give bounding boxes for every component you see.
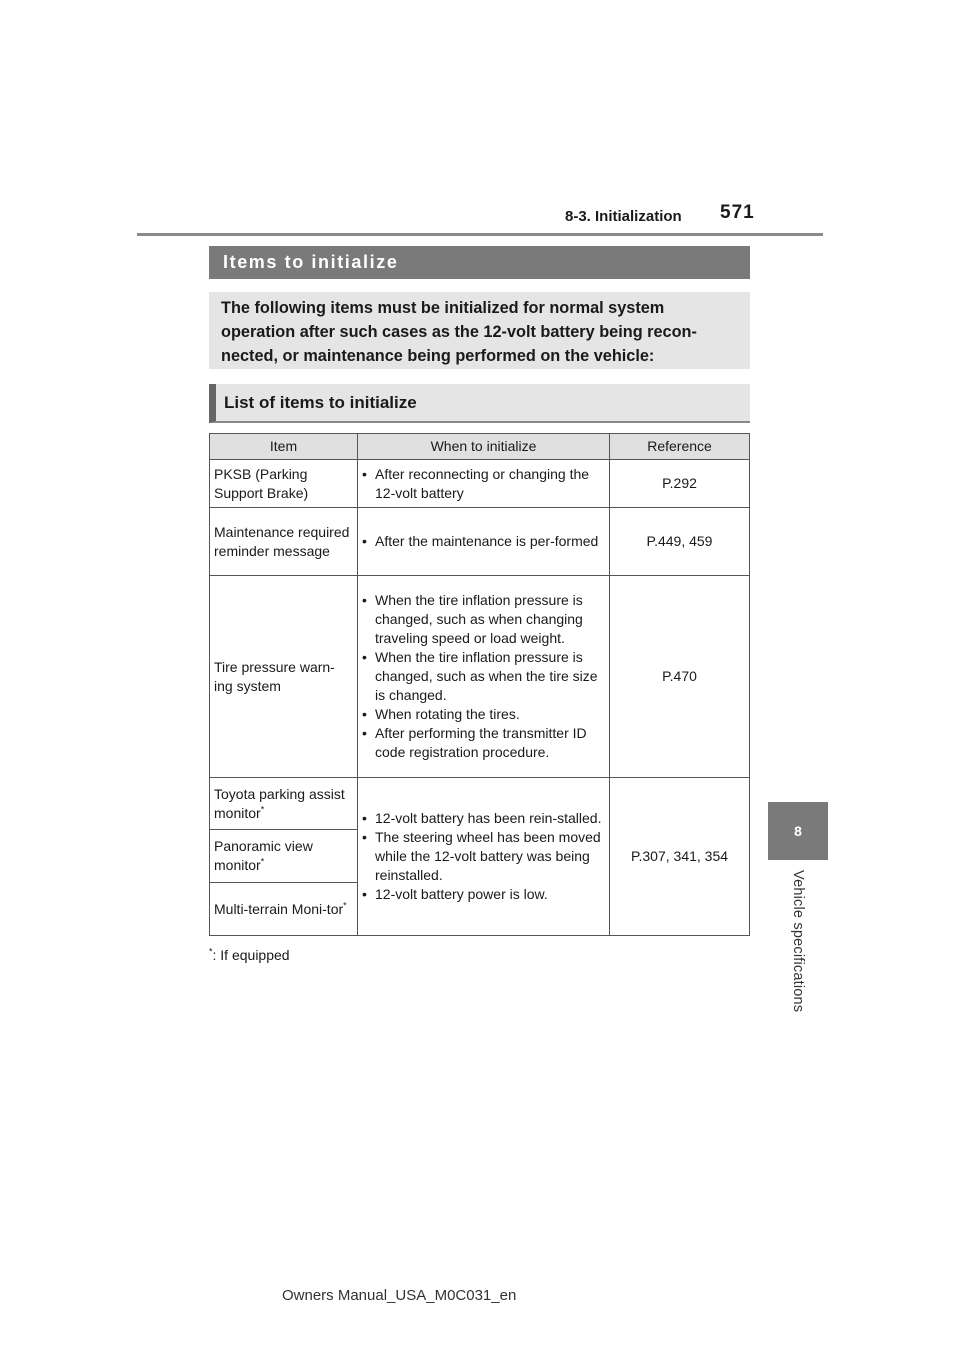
item-cell: [210, 778, 358, 830]
page-title-text: Items to initialize: [223, 252, 399, 272]
when-item: • The steering wheel has been moved while the 12-volt battery was being reinstalled.: [362, 828, 605, 885]
when-item: • After reconnecting or changing the 12-volt battery: [362, 465, 605, 503]
section-title: 8-3. Initialization: [565, 208, 682, 225]
table-row: [210, 508, 750, 576]
when-item: • After performing the transmitter ID code registration procedure.: [362, 724, 605, 762]
footnote-marker: *: [260, 803, 265, 814]
item-cell: Tire pressure warn-ing system: [210, 576, 358, 778]
when-item: • 12-volt battery has been rein-stalled.: [362, 809, 605, 828]
when-item: • After the maintenance is per-formed: [362, 532, 605, 551]
when-item: • When the tire inflation pressure is changed, such as when changing traveling speed or load weight.: [362, 591, 605, 648]
column-header: When to initialize: [358, 434, 610, 460]
footnote: [209, 947, 290, 963]
reference-cell: P.449, 459: [610, 508, 750, 576]
item-cell: [210, 883, 358, 936]
footnote-marker: *: [343, 899, 347, 910]
when-cell: [358, 460, 610, 508]
table-row: [210, 460, 750, 508]
item-text: Toyota parking assist monitor: [214, 785, 345, 821]
table-row: [210, 576, 750, 778]
page-number: 571: [720, 202, 755, 223]
header-rule: [137, 233, 823, 236]
intro-text: The following items must be initialized for normal system operation after such cases as the 12-volt battery being recon-nected, or maintenance being performed on the vehicle:: [221, 299, 697, 365]
item-text: Multi-terrain Moni-tor: [214, 900, 344, 917]
item-cell: PKSB (Parking Support Brake): [210, 460, 358, 508]
intro-box: [209, 292, 750, 369]
when-cell: [358, 778, 610, 936]
when-item: • When the tire inflation pressure is changed, such as when the tire size is changed.: [362, 648, 605, 705]
subheading: [209, 384, 750, 423]
document-footer: Owners Manual_USA_M0C031_en: [282, 1287, 517, 1304]
chapter-tab: 8: [768, 802, 828, 860]
reference-cell: P.292: [610, 460, 750, 508]
footnote-marker: *: [209, 946, 213, 957]
subheading-text: List of items to initialize: [224, 392, 417, 412]
reference-cell: P.307, 341, 354: [610, 778, 750, 936]
item-text: Panoramic view monitor: [214, 838, 313, 873]
footnote-text: : If equipped: [212, 947, 290, 963]
items-table: [209, 433, 750, 936]
chapter-label: Vehicle specifications: [790, 870, 806, 1013]
table-row: [210, 778, 750, 830]
column-header: Reference: [610, 434, 750, 460]
when-item: • 12-volt battery power is low.: [362, 885, 605, 904]
table-header-row: [210, 434, 750, 460]
when-cell: [358, 508, 610, 576]
item-cell: Maintenance required reminder message: [210, 508, 358, 576]
footnote-marker: *: [260, 856, 265, 867]
page-title: [209, 246, 750, 279]
when-item: • When rotating the tires.: [362, 705, 605, 724]
item-cell: [210, 830, 358, 883]
when-cell: [358, 576, 610, 778]
reference-cell: P.470: [610, 576, 750, 778]
column-header: Item: [210, 434, 358, 460]
